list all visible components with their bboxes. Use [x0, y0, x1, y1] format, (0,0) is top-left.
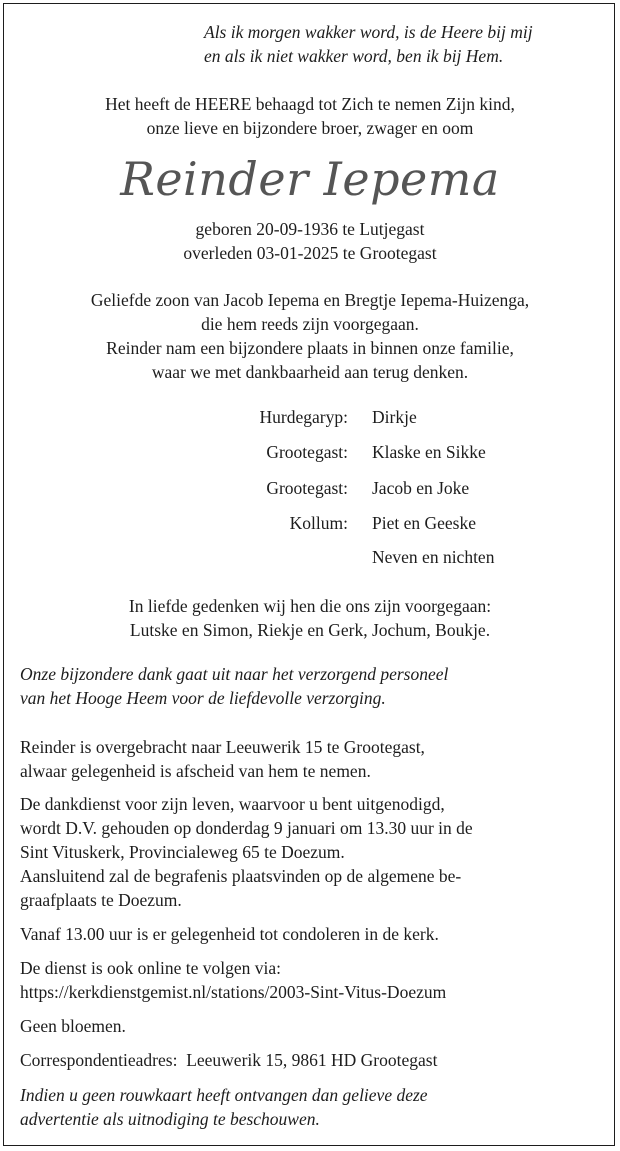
- service-line-1: De dankdienst voor zijn leven, waarvoor u bent uitgenodigd,: [20, 794, 445, 814]
- family-names: Dirkje: [372, 407, 417, 427]
- closing-line-2: advertentie als uitnodiging te beschouwen.: [20, 1109, 320, 1129]
- thanks-line-1: Onze bijzondere dank gaat uit naar het verzorgend personeel: [20, 664, 449, 684]
- remembrance-line-1: In liefde gedenken wij hen die ons zijn voorgegaan:: [128, 596, 492, 616]
- closing-line-1: Indien u geen rouwkaart heeft ontvangen dan gelieve deze: [20, 1085, 428, 1105]
- epigraph-line-1: Als ik morgen wakker word, is de Heere bij mij: [204, 22, 533, 42]
- service-line-4: Aansluitend zal de begrafenis plaatsvinden op de algemene be-: [20, 866, 462, 886]
- epigraph-line-2: en als ik niet wakker word, ben ik bij Hem.: [204, 46, 504, 66]
- online-intro: De dienst is ook online te volgen via:: [20, 958, 281, 978]
- parents-line-2: die hem reeds zijn voorgegaan.: [201, 314, 419, 334]
- condolence-text: Vanaf 13.00 uur is er gelegenheid tot condoleren in de kerk.: [20, 924, 439, 944]
- lying-in-state-line-1: Reinder is overgebracht naar Leeuwerik 15 te Grootegast,: [20, 737, 425, 757]
- thanks-line-2: van het Hooge Heem voor de liefdevolle verzorging.: [20, 688, 386, 708]
- service-line-2: wordt D.V. gehouden op donderdag 9 januari om 13.30 uur in de: [20, 818, 473, 838]
- intro-line-1: Het heeft de HEERE behaagd tot Zich te nemen Zijn kind,: [105, 94, 515, 114]
- no-flowers-text: Geen bloemen.: [20, 1016, 126, 1036]
- online-url[interactable]: https://kerkdienstgemist.nl/stations/2003-Sint-Vitus-Doezum: [20, 982, 447, 1002]
- family-names: Jacob en Joke: [372, 478, 470, 498]
- family-place: Hurdegaryp:: [259, 407, 348, 427]
- parents-line-4: waar we met dankbaarheid aan terug denken.: [151, 362, 469, 382]
- family-place: Kollum:: [289, 513, 348, 533]
- birth-date: geboren 20-09-1936 te Lutjegast: [195, 219, 425, 239]
- family-place: Grootegast:: [266, 442, 348, 462]
- family-place: Grootegast:: [266, 478, 348, 498]
- service-line-3: Sint Vituskerk, Provincialeweg 65 te Doezum.: [20, 842, 345, 862]
- intro-line-2: onze lieve en bijzondere broer, zwager en oom: [146, 118, 474, 138]
- service-line-5: graafplaats te Doezum.: [20, 890, 182, 910]
- remembrance-line-2: Lutske en Simon, Riekje en Gerk, Jochum, Boukje.: [129, 620, 491, 640]
- parents-line-3: Reinder nam een bijzondere plaats in binnen onze familie,: [106, 338, 514, 358]
- family-names: Neven en nichten: [372, 547, 495, 567]
- lying-in-state-line-2: alwaar gelegenheid is afscheid van hem te nemen.: [20, 761, 371, 781]
- parents-line-1: Geliefde zoon van Jacob Iepema en Bregtje Iepema-Huizenga,: [90, 290, 530, 310]
- death-date: overleden 03-01-2025 te Grootegast: [183, 243, 437, 263]
- correspondence-address: Correspondentieadres: Leeuwerik 15, 9861 HD Grootegast: [20, 1050, 438, 1070]
- deceased-name: Reinder Iepema: [120, 152, 500, 206]
- family-names: Piet en Geeske: [372, 513, 476, 533]
- family-names: Klaske en Sikke: [372, 442, 486, 462]
